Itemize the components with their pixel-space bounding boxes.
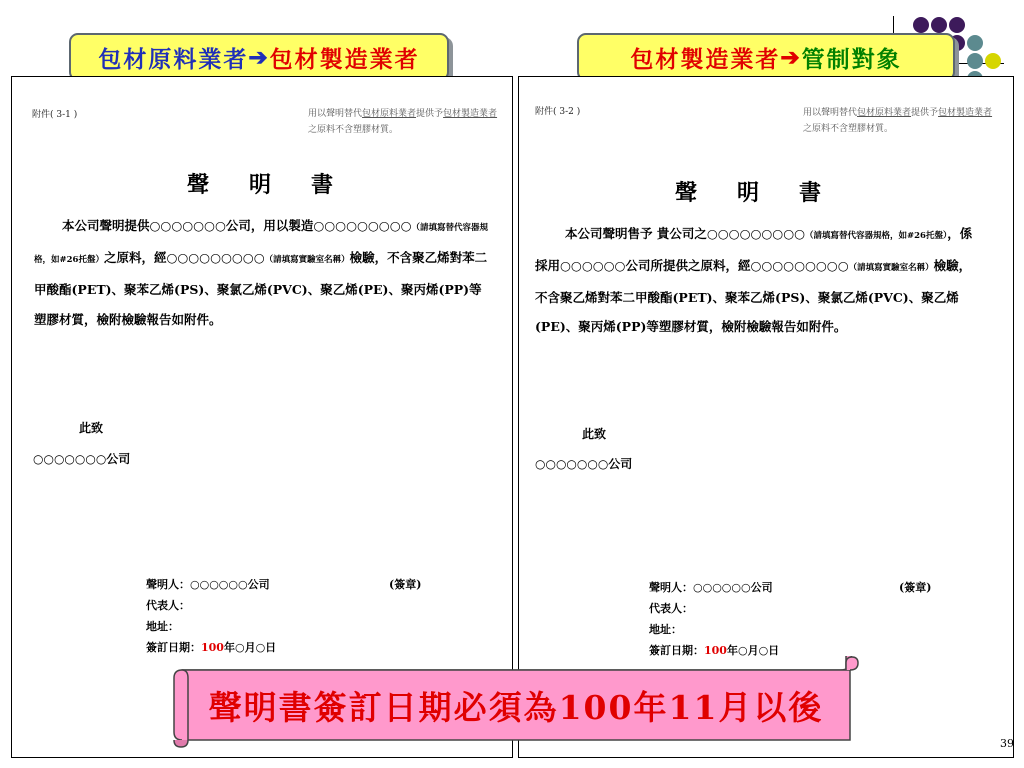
title-right	[577, 33, 955, 81]
body-part-3: 檢驗，不含聚乙烯對苯二甲酸酯(PET)、聚苯乙烯(PS)、聚氯乙烯(PVC)、聚乙烯(PE)、聚丙烯(PP)等塑膠材質，檢附檢驗報告如附件。	[34, 250, 488, 327]
note-underlined: 包材製造業者	[938, 108, 993, 118]
body-part-1: 本公司聲明售予 貴公司之○○○○○○○○○	[565, 226, 806, 241]
body-part-1: 本公司聲明提供○○○○○○○公司，用以製造○○○○○○○○○	[62, 218, 412, 233]
note-text: 用以聲明替代	[803, 108, 858, 118]
body-hint: （請填寫實驗室名稱）	[264, 255, 350, 265]
note-underlined: 包材原料業者	[857, 108, 912, 118]
decor-dot	[967, 53, 983, 69]
recipient-text: ○○○○○○○公司	[33, 452, 131, 466]
attachment-label: 附件( 3-2 )	[535, 107, 581, 117]
form-note	[308, 106, 498, 138]
page-number: 39	[1000, 737, 1014, 750]
address-text: 地址：	[649, 623, 682, 636]
form-note	[803, 105, 999, 137]
note-text: 提供予	[911, 108, 939, 118]
body-hint: （請填寫實驗室名稱）	[848, 263, 934, 273]
declarant-line	[146, 574, 422, 595]
title-left-part2: 包材製造業者	[269, 45, 420, 73]
signature-block	[146, 574, 422, 658]
closing-text: 此致	[79, 421, 104, 435]
arrow-icon: ➔	[780, 43, 802, 71]
signature-block	[649, 577, 932, 661]
body-part-2: ，係採用○○○○○○公司所提供之原料，經○○○○○○○○○	[535, 226, 973, 273]
arrow-icon: ➔	[248, 43, 270, 71]
representative-text: 代表人：	[649, 602, 693, 615]
banner-message: 聲明書簽訂日期必須為100年11月以後	[208, 687, 824, 727]
decor-dot	[985, 53, 1001, 69]
title-left-part1: 包材原料業者	[98, 45, 249, 73]
declarant-line	[649, 577, 932, 598]
note-text: 之原料不含塑膠材質。	[308, 125, 399, 135]
date-year: 100	[704, 644, 727, 657]
address-text: 地址：	[146, 620, 179, 633]
date-rest: 年○月○日	[726, 644, 780, 657]
title-left	[69, 33, 449, 81]
representative-text: 代表人：	[146, 599, 190, 612]
note-text: 之原料不含塑膠材質。	[803, 124, 894, 134]
attachment-label: 附件( 3-1 )	[32, 110, 78, 120]
seal-text: (簽章)	[389, 578, 422, 591]
body-part-3: 檢驗，不含聚乙烯對苯二甲酸酯(PET)、聚苯乙烯(PS)、聚氯乙烯(PVC)、聚乙烯(PE)、聚丙烯(PP)等塑膠材質，檢附檢驗報告如附件。	[535, 258, 972, 334]
decor-dot	[931, 17, 947, 33]
title-right-part2: 管制對象	[801, 45, 902, 73]
form-body	[34, 211, 492, 335]
date-rest: 年○月○日	[223, 641, 277, 654]
declarant-text: 聲明人：○○○○○○公司	[649, 581, 773, 594]
declarant-text: 聲明人：○○○○○○公司	[146, 578, 270, 591]
body-part-2: 之原料，經○○○○○○○○○	[103, 250, 265, 265]
body-hint: （請填寫替代容器規格，如#26托盤）	[34, 223, 489, 265]
note-text: 提供予	[416, 109, 444, 119]
note-underlined: 包材製造業者	[443, 109, 498, 119]
note-underlined: 包材原料業者	[362, 109, 417, 119]
decor-dot	[913, 17, 929, 33]
decor-dot	[967, 35, 983, 51]
body-hint: （請填寫替代容器規格，如#26托盤）	[805, 231, 948, 241]
sign-date-line	[146, 637, 276, 658]
form-heading: 聲明書	[187, 172, 374, 198]
date-year: 100	[201, 641, 224, 654]
date-label: 簽訂日期：	[649, 644, 704, 657]
title-right-part1: 包材製造業者	[630, 45, 781, 73]
date-label: 簽訂日期：	[146, 641, 201, 654]
recipient-text: ○○○○○○○公司	[535, 457, 633, 471]
form-heading: 聲明書	[675, 180, 862, 206]
form-body	[535, 219, 975, 341]
seal-text: (簽章)	[899, 581, 932, 594]
closing-text: 此致	[582, 427, 607, 441]
decor-dot	[949, 17, 965, 33]
note-text: 用以聲明替代	[308, 109, 363, 119]
